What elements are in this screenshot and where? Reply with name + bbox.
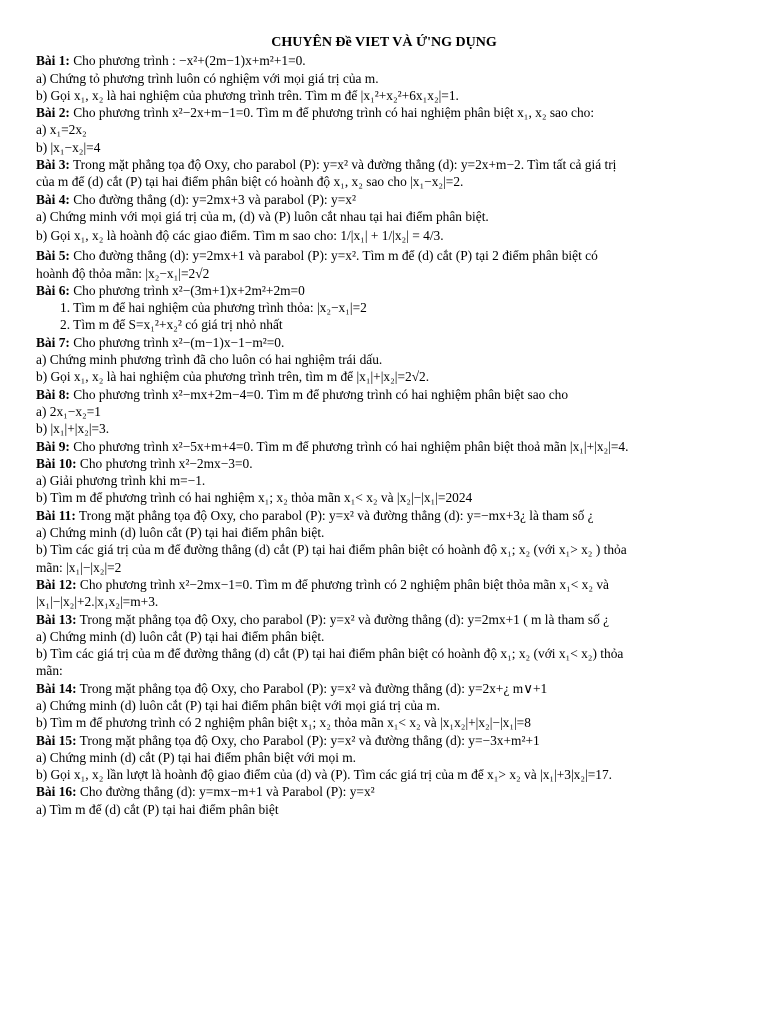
text-line [36, 334, 732, 351]
text-line [36, 386, 732, 403]
text-line: hoành độ thỏa mãn: |x₂−x₁|=2√2 [36, 265, 210, 281]
text-line: b) Tìm m để phương trình có hai nghiệm x₁; x₂ thỏa mãn x₁< x₂ và |x₂|−|x₁|=2024 [36, 490, 473, 506]
exercise-text: Trong mặt phẳng tọa độ Oxy, cho Parabol (P): y=x² và đường thẳng (d): y=−3x+m²+1 [76, 732, 540, 748]
exercise-label: Bài 12: [36, 576, 77, 592]
text-line [36, 611, 732, 628]
exercise-label: Bài 5: [36, 248, 70, 264]
text-line: 2. Tìm m để S=x₁²+x₂² có giá trị nhỏ nhất [60, 317, 283, 333]
exercise-label: Bài 3: [36, 157, 70, 173]
exercise-text: Cho phương trình x²−(3m+1)x+2m²+2m=0 [69, 282, 305, 298]
text-line [36, 438, 732, 455]
text-line [36, 156, 732, 173]
text-line: b) |x₁−x₂|=4 [36, 139, 101, 155]
text-line: a) Chứng tỏ phương trình luôn có nghiệm với mọi giá trị của m. [36, 70, 379, 86]
text-line: b) Tìm m để phương trình có 2 nghiệm phân biệt x₁; x₂ thỏa mãn x₁< x₂ và |x₁x₂|+|x₂|−|x₁|=8 [36, 715, 531, 731]
exercise-text: Trong mặt phẳng tọa độ Oxy, cho Parabol (P): y=x² và đường thẳng (d): y=2x+¿ m∨+1 [76, 680, 548, 696]
text-line: b) Gọi x₁, x₂ là hoành độ các giao điểm. Tìm m sao cho: 1/|x₁| + 1/|x₂| = 4/3. [36, 228, 444, 244]
exercise-text: Trong mặt phẳng tọa độ Oxy, cho parabol (P): y=x² và đường thẳng (d): y=2mx+1 ( m là tham số ¿ [76, 611, 610, 627]
exercise-label: Bài 15: [36, 732, 77, 748]
text-line [36, 455, 732, 472]
text-line: a) Chứng minh với mọi giá trị của m, (d) và (P) luôn cắt nhau tại hai điểm phân biệt. [36, 208, 489, 224]
text-line [36, 576, 732, 593]
text-line [36, 191, 732, 208]
text-line: b) Gọi x₁, x₂ là hai nghiệm của phương trình trên. Tìm m để |x₁²+x₂²+6x₁x₂|=1. [36, 87, 459, 103]
text-line [36, 732, 732, 749]
text-line: a) Chứng minh (d) luôn cắt (P) tại hai điểm phân biệt. [36, 628, 325, 644]
exercise-text: Cho đường thẳng (d): y=mx−m+1 và Parabol (P): y=x² [76, 784, 375, 800]
exercise-label: Bài 6: [36, 282, 70, 298]
text-line [36, 680, 732, 697]
text-line: a) Chứng minh (d) luôn cắt (P) tại hai điểm phân biệt với mọi giá trị của m. [36, 697, 441, 713]
text-line: a) 2x₁−x₂=1 [36, 403, 101, 419]
exercise-text: Cho phương trình : −x²+(2m−1)x+m²+1=0. [69, 53, 306, 69]
exercise-label: Bài 11: [36, 507, 76, 523]
text-line: b) Tìm các giá trị của m để đường thẳng (d) cắt (P) tại hai điểm phân biệt có hoành độ x₁; x₂ (với x₁< x₂) thỏa [36, 646, 624, 662]
exercise-label: Bài 10: [36, 455, 77, 471]
text-line [36, 104, 732, 121]
text-line: b) Gọi x₁, x₂ là hai nghiệm của phương trình trên, tìm m để |x₁|+|x₂|=2√2. [36, 369, 430, 385]
text-line [36, 783, 732, 800]
exercise-text: Cho phương trình x²−2mx−3=0. [76, 455, 253, 471]
text-line [36, 247, 732, 264]
exercise-label: Bài 16: [36, 784, 77, 800]
exercise-label: Bài 2: [36, 105, 70, 121]
text-line: a) Chứng minh (d) cắt (P) tại hai điểm phân biệt với mọi m. [36, 749, 357, 765]
text-line: mãn: [36, 663, 63, 679]
text-line [36, 282, 732, 299]
exercise-label: Bài 7: [36, 334, 70, 350]
text-line: b) Tìm các giá trị của m để đường thẳng (d) cắt (P) tại hai điểm phân biệt có hoành độ x₁; x₂ (với x₁> x₂ ) thỏa [36, 542, 627, 558]
text-line: b) Gọi x₁, x₂ lần lượt là hoành độ giao điểm của (d) và (P). Tìm các giá trị của m để x₁> x₂ và |x₁|+3|x₂|=17. [36, 767, 613, 783]
text-line: a) x₁=2x₂ [36, 122, 87, 138]
exercise-text: Cho phương trình x²−2x+m−1=0. Tìm m để phương trình có hai nghiệm phân biệt x₁, x₂ sao cho: [69, 105, 595, 121]
exercise-label: Bài 4: [36, 191, 70, 207]
exercise-label: Bài 14: [36, 680, 77, 696]
text-line: a) Chứng minh phương trình đã cho luôn có hai nghiệm trái dấu. [36, 352, 383, 368]
exercise-text: Cho phương trình x²−mx+2m−4=0. Tìm m để phương trình có hai nghiệm phân biệt sao cho [69, 386, 569, 402]
exercise-text: Cho phương trình x²−2mx−1=0. Tìm m để phương trình có 2 nghiệm phân biệt thỏa mãn x₁< x₂ và [76, 576, 609, 592]
text-line: |x₁|−|x₂|+2.|x₁x₂|=m+3. [36, 594, 159, 610]
exercise-text: Cho đường thẳng (d): y=2mx+1 và parabol (P): y=x². Tìm m để (d) cắt (P) tại 2 điểm phân biệt có [69, 248, 598, 264]
exercise-text: Cho phương trình x²−(m−1)x−1−m²=0. [69, 334, 285, 350]
text-line [36, 52, 732, 69]
text-line: mãn: |x₁|−|x₂|=2 [36, 559, 122, 575]
exercise-label: Bài 13: [36, 611, 77, 627]
text-line: a) Chứng minh (d) luôn cắt (P) tại hai điểm phân biệt. [36, 525, 325, 541]
text-line: của m để (d) cắt (P) tại hai điểm phân biệt có hoành độ x₁, x₂ sao cho |x₁−x₂|=2. [36, 174, 464, 190]
exercise-label: Bài 9: [36, 438, 70, 454]
exercise-text: Trong mặt phẳng tọa độ Oxy, cho parabol (P): y=x² và đường thẳng (d): y=−mx+3¿ là tham số ¿ [75, 507, 594, 523]
exercise-text: Cho phương trình x²−5x+m+4=0. Tìm m để phương trình có hai nghiệm phân biệt thoả mãn |x₁|+|x₂|=4. [69, 438, 629, 454]
exercise-text: Cho đường thẳng (d): y=2mx+3 và parabol (P): y=x² [69, 191, 356, 207]
text-line: a) Giải phương trình khi m=−1. [36, 473, 206, 489]
exercise-label: Bài 1: [36, 53, 70, 69]
document-body [36, 52, 732, 818]
document-title: CHUYÊN Đề VIET VÀ Ứ'NG DỤNG [271, 35, 497, 50]
text-line [36, 507, 732, 524]
exercise-text: Trong mặt phẳng tọa độ Oxy, cho parabol (P): y=x² và đường thẳng (d): y=2x+m−2. Tìm tất cả giá trị [69, 157, 617, 173]
text-line: a) Tìm m để (d) cắt (P) tại hai điểm phân biệt [36, 801, 279, 817]
text-line: b) |x₁|+|x₂|=3. [36, 421, 110, 437]
exercise-label: Bài 8: [36, 386, 70, 402]
text-line: 1. Tìm m để hai nghiệm của phương trình thỏa: |x₂−x₁|=2 [60, 300, 367, 316]
